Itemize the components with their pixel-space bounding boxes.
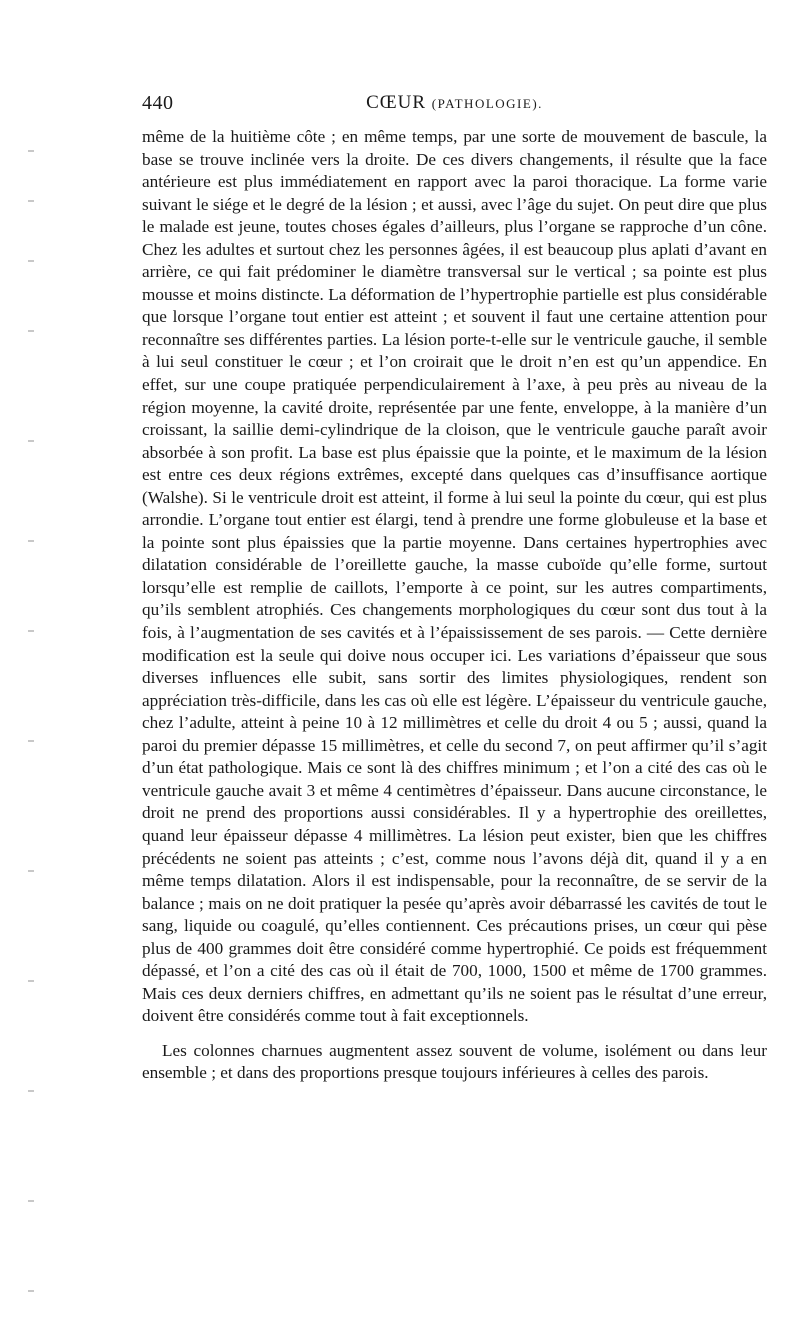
paragraph-1: même de la huitième côte ; en même temps, par une sorte de mouvement de bascule, la base se trouve inclinée vers la droite. De ces divers changements, il résulte que la face antérieure est plus immédiatement en rapport avec la paroi thoracique. La forme varie suivant le siége et le degré de la lésion ; et aussi, avec l’âge du sujet. On peut dire que plus le malade est jeune, toutes choses égales d’ailleurs, plus l’organe se rapproche d’un cône. Chez les adultes et surtout chez les personnes âgées, il est beaucoup plus aplati d’avant en arrière, ce qui fait prédominer le diamètre transversal sur le vertical ; sa pointe est plus mousse et moins distincte. La déformation de l’hypertrophie partielle est plus considérable que lorsque l’organe tout entier est atteint ; et souvent il faut une certaine attention pour reconnaître ses différentes parties. La lésion porte-t-elle sur le ventricule gauche, il semble à lui seul constituer le cœur ; et l’on croirait que le droit n’en est qu’un appendice. En effet, sur une coupe pratiquée perpendiculairement à l’axe, à peu près au niveau de la région moyenne, la cavité droite, représentée par une fente, enveloppe, à la manière d’un croissant, la saillie demi-cylindrique de la cloison, que le ventricule gauche paraît avoir absorbée à son profit. La base est plus épaissie que la pointe, et le maximum de la lésion est entre ces deux régions extrêmes, excepté dans quelques cas d’insuffisance aortique (Walshe). Si le ventricule droit est atteint, il forme à lui seul la pointe du cœur, qui est plus arrondie. L’organe tout entier est élargi, tend à prendre une forme globuleuse et la base et la pointe sont plus épaissies que la partie moyenne. Dans certaines hypertrophies avec dilatation considérable de l’oreillette gauche, la masse cuboïde qu’elle forme, surtout lorsqu’elle est remplie de caillots, l’emporte à ce point, sur les autres compartiments, qu’ils semblent atrophiés. Ces changements morphologiques du cœur sont dus tout à la fois, à l’augmentation de ses cavités et à l’épaississement de ses parois. — Cette dernière modification est la seule qui doive nous occuper ici. Les variations d’épaisseur que sous diverses influences elle subit, sans sortir des limites physiologiques, rendent son appréciation très-difficile, dans les cas où elle est légère. L’épaisseur du ventricule gauche, chez l’adulte, atteint à peine 10 à 12 millimètres et celle du droit 4 ou 5 ; aussi, quand la paroi du premier dépasse 15 millimètres, et celle du second 7, on peut affirmer qu’il s’agit d’un état pathologique. Mais ce sont là des chiffres minimum ; et l’on a cité des cas où le ventricule gauche avait 3 et même 4 centimètres d’épaisseur. Dans aucune circonstance, le droit ne prend des proportions aussi considérables. Il y a hypertrophie des oreillettes, quand leur épaisseur dépasse 4 millimètres. La lésion peut exister, bien que les chiffres précédents ne soient pas atteints ; c’est, comme nous l’avons déjà dit, quand il y a en même temps dilatation. Alors il est indispensable, pour la reconnaître, de se servir de la balance ; mais on ne doit pratiquer la pesée qu’après avoir débarrassé les cavités de tout le sang, liquide ou coagulé, qu’elles contiennent. Ces précautions prises, un cœur qui pèse plus de 400 grammes doit être considéré comme hypertrophié. Ce poids est fréquemment dépassé, et l’on a cité des cas où il était de 700, 1000, 1500 et même de 1700 grammes. Mais ces deux derniers chiffres, en admettant qu’ils ne soient pas le résultat d’une erreur, doivent être considérés comme tout à fait exceptionnels. [142,127,767,1026]
paragraph-2: Les colonnes charnues augmentent assez souvent de volume, isolément ou dans leur ensemble ; et dans des proportions presque toujours inférieures à celles des parois. [142,1040,767,1083]
running-head-sub: (PATHOLOGIE). [431,96,543,111]
running-header [142,92,767,116]
running-head-title [142,92,767,114]
body-text [142,126,767,1085]
running-head-main: CŒUR [366,92,427,113]
page-number: 440 [142,92,174,114]
scan-margin-marks [28,110,38,1330]
